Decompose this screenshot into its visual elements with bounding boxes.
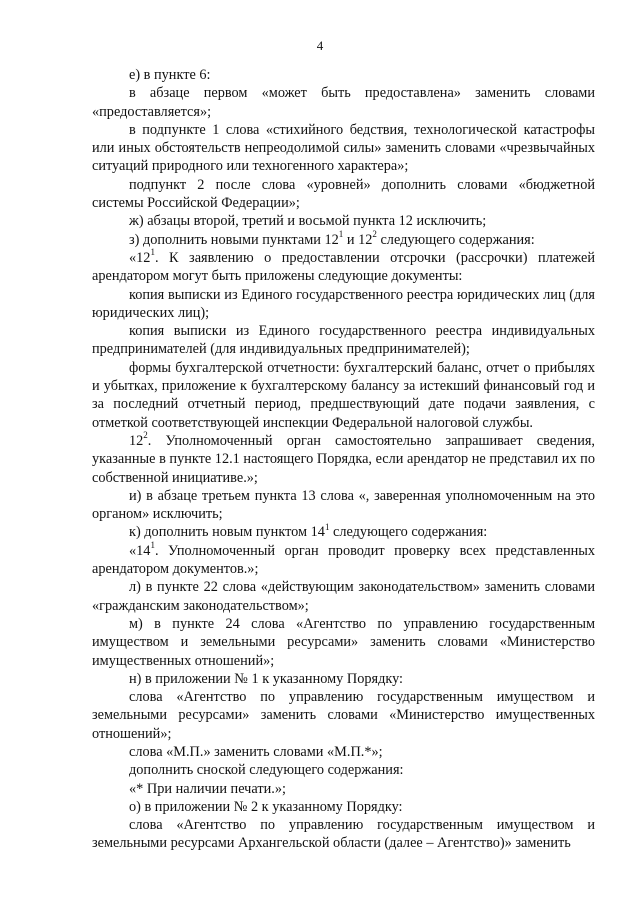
paragraph: [92, 66, 595, 84]
paragraph: [92, 432, 595, 487]
paragraph: [92, 578, 595, 615]
superscript: 1: [150, 247, 155, 258]
paragraph: [92, 523, 595, 541]
paragraph: [92, 780, 595, 798]
paragraph-text: к) дополнить новым пунктом 14: [129, 524, 325, 541]
paragraph-text: л) в пункте 22 слова «действующим законодательством» заменить словами «гражданским законодательством»;: [92, 579, 595, 614]
paragraph-text: слова «Агентство по управлению государственным имуществом и земельными ресурсами Архангельской области (далее – Агентство)» заменить: [92, 817, 595, 852]
paragraph: [92, 228, 595, 249]
superscript: 2: [143, 430, 148, 441]
paragraph-text: копия выписки из Единого государственного реестра индивидуальных предпринимателей (для индивидуальных предпринимателей);: [92, 323, 595, 358]
paragraph: [92, 670, 595, 688]
paragraph: [92, 743, 595, 761]
paragraph-text: подпункт 2 после слова «уровней» дополнить словами «бюджетной системы Российской Федерации»;: [92, 176, 595, 212]
paragraph-text: «* При наличии печати.»;: [129, 780, 286, 797]
paragraph-text: формы бухгалтерской отчетности: бухгалтерский баланс, отчет о прибылях и убытках, приложение к бухгалтерскому балансу за истекший финансовый год и за последний отчетный период, предшествующий дате подачи заявления, с отметкой соответствующей инспекции Федеральной налоговой службы.: [92, 359, 595, 431]
paragraph: [92, 121, 595, 176]
superscript: 1: [324, 521, 330, 532]
paragraph-text: . Уполномоченный орган проводит проверку всех представленных арендатором документов.»;: [92, 542, 595, 578]
paragraph-text: «12: [129, 249, 151, 266]
paragraph-text: следующего содержания:: [376, 231, 535, 248]
paragraph: [92, 176, 595, 213]
superscript: 1: [338, 228, 344, 239]
paragraph-text: о) в приложении № 2 к указанному Порядку:: [129, 798, 403, 815]
paragraph-text: м) в пункте 24 слова «Агентство по управлению государственным имуществом и земельными ресурсами» заменить словами «Министерство имущественных отношений»;: [92, 615, 595, 669]
paragraph-text: в абзаце первом «может быть предоставлена» заменить словами «предоставляется»;: [92, 85, 595, 120]
paragraph: [92, 798, 595, 816]
paragraph-text: н) в приложении № 1 к указанному Порядку:: [129, 670, 404, 687]
paragraph: [92, 322, 595, 359]
paragraph-text: . К заявлению о предоставлении отсрочки (рассрочки) платежей арендатором могут быть приложены следующие документы:: [92, 249, 595, 285]
paragraph-text: 12: [129, 432, 144, 449]
paragraph-text: и 12: [343, 231, 373, 248]
paragraph: [92, 539, 595, 579]
paragraph-text: слова «Агентство по управлению государственным имуществом и земельными ресурсами» заменить словами «Министерство имущественных отношений»;: [92, 689, 595, 742]
paragraph: [92, 615, 595, 670]
paragraph-text: . Уполномоченный орган самостоятельно запрашивает сведения, указанные в пункте 12.1 настоящего Порядка, если арендатор не представил их по собственной инициативе.»;: [92, 432, 595, 486]
document-body: [92, 66, 595, 853]
paragraph-text: «14: [129, 542, 151, 559]
paragraph-text: следующего содержания:: [329, 524, 488, 541]
paragraph-text: и) в абзаце третьем пункта 13 слова «, заверенная уполномоченным на это органом» исключить;: [92, 487, 595, 523]
paragraph: [92, 487, 595, 524]
paragraph: [92, 816, 595, 853]
paragraph: [92, 688, 595, 743]
paragraph-text: дополнить сноской следующего содержания:: [129, 762, 404, 779]
paragraph-text: ж) абзацы второй, третий и восьмой пункта 12 исключить;: [129, 213, 487, 230]
paragraph: [92, 212, 595, 230]
paragraph-text: слова «М.П.» заменить словами «М.П.*»;: [129, 743, 383, 760]
paragraph: [92, 761, 595, 779]
superscript: 1: [150, 539, 155, 550]
superscript: 2: [372, 228, 377, 239]
paragraph-text: е) в пункте 6:: [129, 67, 211, 83]
paragraph-text: з) дополнить новыми пунктами 12: [129, 231, 339, 248]
paragraph: [92, 84, 595, 121]
page-number: 4: [316, 38, 324, 53]
paragraph-text: в подпункте 1 слова «стихийного бедствия, технологической катастрофы или иных обстоятельств непреодолимой силы» заменить словами «чрезвычайных ситуаций природного или техногенного характера»;: [92, 121, 595, 175]
paragraph-text: копия выписки из Единого государственного реестра юридических лиц (для юридических лиц);: [92, 286, 595, 321]
paragraph: [92, 249, 595, 286]
paragraph: [92, 359, 595, 432]
paragraph: [92, 286, 595, 323]
